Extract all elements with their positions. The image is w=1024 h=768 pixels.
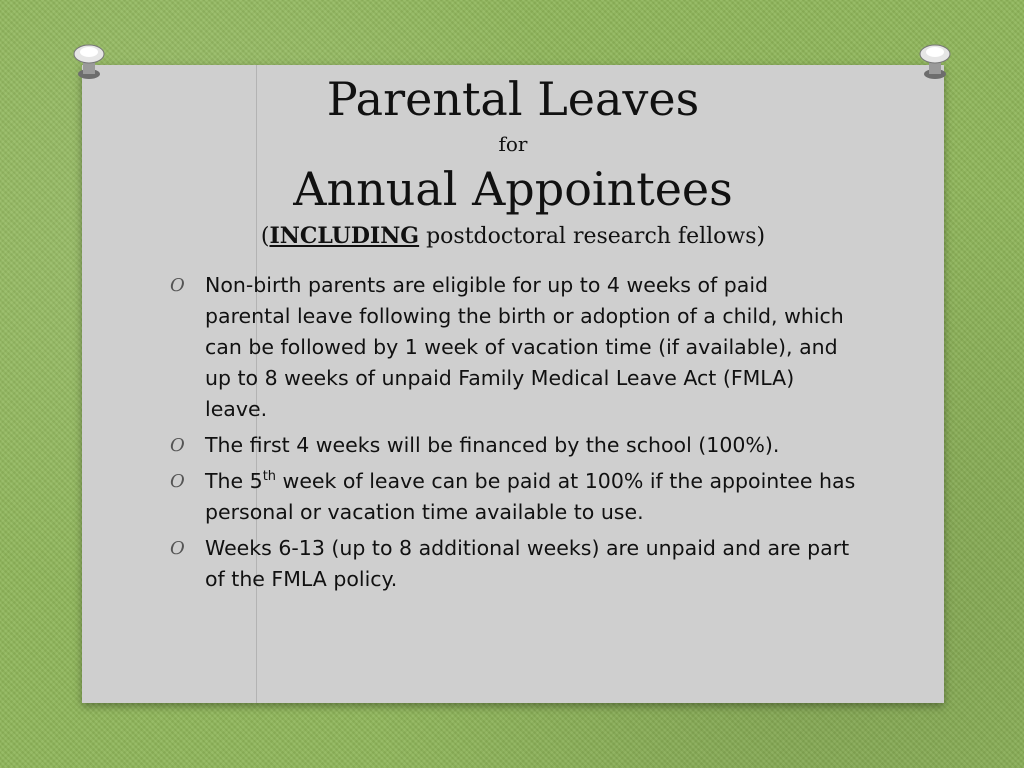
subtitle-open-paren: ( <box>260 224 270 249</box>
bullet-text: Weeks 6-13 (up to 8 additional weeks) are unpaid and are part of the FMLA policy. <box>205 536 850 591</box>
bullet-item <box>170 270 860 425</box>
bullet-superscript: th <box>262 469 277 485</box>
slide-subtitle <box>82 222 944 251</box>
bullet-text: The first 4 weeks will be financed by the school (100%). <box>205 433 780 457</box>
bullet-marker: O <box>170 538 185 559</box>
subtitle-rest: postdoctoral research fellows) <box>419 224 766 249</box>
bullet-text <box>205 469 855 524</box>
slide-title-second: Annual Appointees <box>293 162 733 216</box>
bullet-text-pre: The 5 <box>205 469 263 493</box>
bullet-marker: O <box>170 471 185 492</box>
bullet-list <box>170 270 860 600</box>
bullet-marker: O <box>170 435 185 456</box>
bullet-text-post: week of leave can be paid at 100% if the appointee has personal or vacation time available to use. <box>205 469 856 524</box>
bullet-item <box>170 533 860 595</box>
bullet-item <box>170 430 860 461</box>
slide-title: Parental Leaves <box>326 72 700 126</box>
bullet-text: Non-birth parents are eligible for up to 4 weeks of paid parental leave following the birth or adoption of a child, which can be followed by 1 week of vacation time (if available), and up to 8 weeks of unpaid Family Medical Leave Act (FMLA) leave. <box>205 273 844 421</box>
bullet-marker: O <box>170 275 185 296</box>
slide-title-connector: for <box>498 132 528 156</box>
bullet-item <box>170 466 860 528</box>
subtitle-emphasis: INCLUDING <box>269 223 420 249</box>
